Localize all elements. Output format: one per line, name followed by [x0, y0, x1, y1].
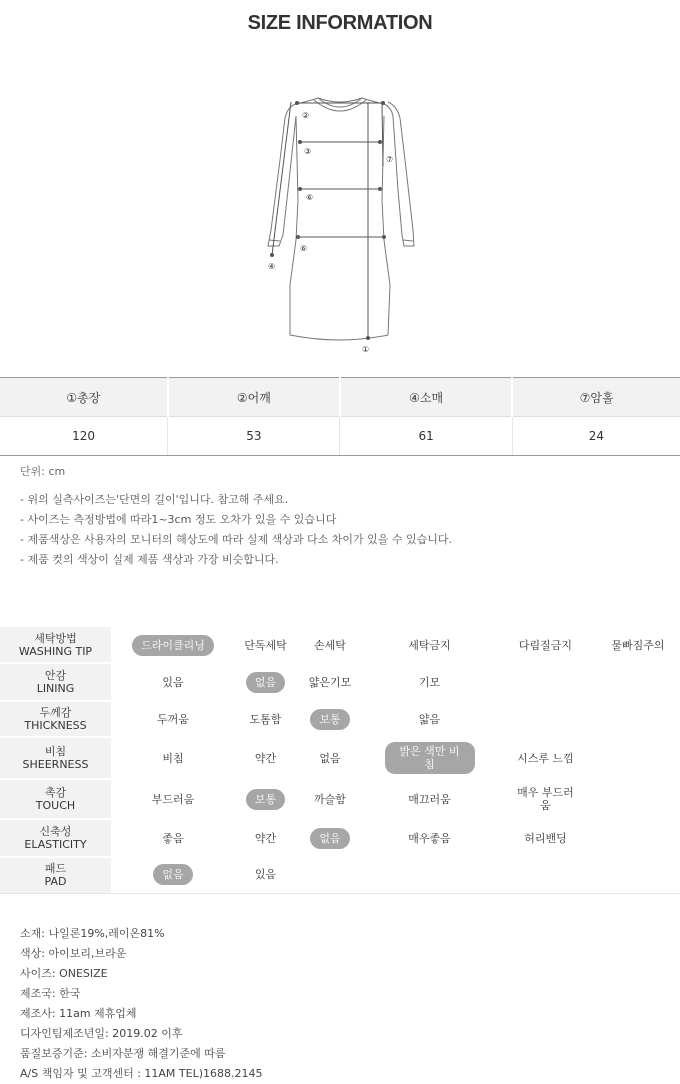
- fabric-option-cell: [364, 663, 495, 701]
- fabric-option-cell: [235, 737, 296, 779]
- fabric-option: 손세탁: [314, 638, 346, 652]
- fabric-row-label: [0, 701, 111, 737]
- fabric-option-cell: [495, 701, 596, 737]
- fabric-row-label: [0, 737, 111, 779]
- fabric-option: 약간: [254, 751, 277, 765]
- fabric-option-cell: [235, 627, 296, 663]
- fabric-option-cell: [364, 819, 495, 857]
- label-en: TOUCH: [35, 799, 76, 812]
- fabric-option-cell: [296, 857, 364, 893]
- unit-label: 단위: cm: [20, 465, 66, 478]
- fabric-option: 두꺼움: [157, 712, 189, 726]
- value-sleeve: 61: [340, 417, 512, 456]
- fabric-option-cell: [596, 857, 680, 893]
- fabric-option-cell: [296, 819, 364, 857]
- fabric-option: 좋음: [162, 831, 184, 845]
- fabric-option-cell: [296, 627, 364, 663]
- label-ko: 세탁방법: [34, 631, 77, 645]
- header-sleeve: ④소매: [340, 378, 512, 417]
- label-hip: ⑥: [300, 244, 308, 253]
- fabric-row-label: [0, 779, 111, 819]
- fabric-option: 시스루 느낌: [517, 751, 574, 765]
- spec-date: 디자인팀제조년일: 2019.02 이후: [20, 1027, 183, 1040]
- label-ko: 두께감: [39, 706, 72, 719]
- fabric-option-cell: [111, 701, 235, 737]
- fabric-option-cell: [235, 857, 296, 893]
- spec-size: 사이즈: ONESIZE: [20, 967, 108, 980]
- fabric-option: 세탁금지: [408, 638, 451, 652]
- fabric-row: [0, 857, 680, 893]
- fabric-option: 까슬함: [314, 792, 346, 806]
- fabric-option: 매끄러움: [408, 792, 451, 806]
- fabric-option-cell: [111, 627, 235, 663]
- spec-country: 제조국: 한국: [20, 987, 81, 1000]
- label-en: THICKNESS: [24, 719, 87, 732]
- fabric-row-label: [0, 627, 111, 663]
- product-specs: [20, 924, 263, 1084]
- fabric-option-selected: 밝은 색만 비침: [385, 742, 475, 774]
- fabric-info-table: [0, 627, 680, 894]
- label-chest: ③: [304, 147, 312, 156]
- fabric-option-cell: [596, 819, 680, 857]
- notes: [20, 490, 452, 570]
- fabric-option-selected: 보통: [246, 789, 285, 810]
- label-sleeve: ④: [268, 262, 276, 271]
- value-total-length: 120: [0, 417, 168, 456]
- fabric-option: 부드러움: [151, 792, 195, 806]
- fabric-option: 얇은기모: [308, 675, 352, 689]
- note-item: - 제품 컷의 색상이 실제 제품 색상과 가장 비슷합니다.: [20, 553, 279, 566]
- label-ko: 신축성: [39, 825, 72, 838]
- fabric-option-cell: [495, 737, 596, 779]
- label-total-length: ①: [362, 345, 370, 354]
- fabric-option-cell: [364, 737, 495, 779]
- note-item: - 제품색상은 사용자의 모니터의 해상도에 따라 실제 색상과 다소 차이가 있을 수 있습니다.: [20, 533, 452, 546]
- label-en: WASHING TIP: [18, 644, 93, 658]
- header-armhole: ⑦암홀: [512, 378, 680, 417]
- spec-warranty: 품질보증기준: 소비자분쟁 해결기준에 따름: [20, 1047, 226, 1060]
- header-total-length: ①총장: [0, 378, 168, 417]
- fabric-option-cell: [111, 737, 235, 779]
- fabric-option-cell: [495, 627, 596, 663]
- fabric-row: [0, 701, 680, 737]
- fabric-option-cell: [596, 663, 680, 701]
- fabric-option-cell: [296, 701, 364, 737]
- fabric-option-cell: [296, 779, 364, 819]
- fabric-row-label: [0, 857, 111, 893]
- label-armhole: ⑦: [386, 155, 394, 164]
- label-en: LINING: [36, 682, 75, 695]
- fabric-option-cell: [364, 627, 495, 663]
- fabric-option-cell: [296, 663, 364, 701]
- fabric-option-cell: [111, 779, 235, 819]
- label-ko: 촉감: [44, 786, 67, 799]
- label-en: ELASTICITY: [24, 838, 87, 851]
- label-shoulder: ②: [302, 111, 310, 120]
- label-ko: 패드: [44, 862, 67, 876]
- fabric-option-cell: [364, 857, 495, 893]
- fabric-row: [0, 663, 680, 701]
- label-ko: 안감: [44, 669, 67, 682]
- label-en: SHEERNESS: [22, 758, 89, 771]
- size-value-row: [0, 417, 680, 456]
- fabric-option-cell: [111, 819, 235, 857]
- fabric-option: 허리밴딩: [524, 831, 567, 845]
- label-en: PAD: [44, 875, 67, 889]
- label-waist: ⑥: [306, 193, 314, 202]
- fabric-row: [0, 819, 680, 857]
- dress-illustration: [0, 80, 680, 360]
- fabric-option: 단독세탁: [244, 638, 287, 652]
- fabric-option-cell: [111, 663, 235, 701]
- fabric-option: 얇음: [418, 712, 441, 726]
- fabric-option-cell: [495, 663, 596, 701]
- fabric-option: 다림질금지: [518, 638, 573, 652]
- fabric-option: 있음: [254, 868, 277, 882]
- page-title: SIZE INFORMATION: [247, 12, 433, 34]
- fabric-option-cell: [596, 701, 680, 737]
- fabric-option: 매우 부드러움: [517, 786, 574, 812]
- value-shoulder: 53: [168, 417, 340, 456]
- label-ko: 비침: [44, 745, 67, 758]
- fabric-option: 물빠짐주의: [611, 638, 665, 652]
- fabric-option: 기모: [418, 675, 441, 689]
- fabric-option-selected: 보통: [310, 709, 349, 730]
- fabric-option-cell: [235, 701, 296, 737]
- fabric-option-cell: [364, 701, 495, 737]
- dress-outline: [268, 98, 414, 246]
- fabric-option-cell: [495, 819, 596, 857]
- fabric-option: 없음: [319, 751, 341, 765]
- spec-manufacturer: 제조사: 11am 제휴업체: [20, 1007, 137, 1020]
- fabric-option-cell: [596, 627, 680, 663]
- size-table: [0, 377, 680, 456]
- fabric-row: [0, 627, 680, 663]
- note-item: - 위의 실측사이즈는'단면의 길이'입니다. 참고해 주세요.: [20, 493, 289, 506]
- spec-color: 색상: 아이보리,브라운: [20, 947, 127, 960]
- fabric-option-selected: 드라이클리닝: [132, 635, 214, 656]
- fabric-option: 있음: [162, 675, 184, 689]
- fabric-option-cell: [111, 857, 235, 893]
- fabric-option-cell: [596, 737, 680, 779]
- fabric-option: 약간: [254, 831, 277, 845]
- dress-diagram: [0, 80, 680, 360]
- fabric-option-selected: 없음: [310, 828, 349, 849]
- fabric-option-selected: 없음: [246, 672, 285, 693]
- header-shoulder: ②어깨: [168, 378, 340, 417]
- fabric-row-label: [0, 819, 111, 857]
- fabric-option-cell: [495, 857, 596, 893]
- fabric-row: [0, 779, 680, 819]
- fabric-option-cell: [296, 737, 364, 779]
- fabric-option: 비침: [162, 751, 184, 765]
- fabric-option: 매우좋음: [408, 831, 451, 845]
- fabric-option: 도톰함: [249, 712, 282, 726]
- fabric-row-label: [0, 663, 111, 701]
- fabric-option-cell: [596, 779, 680, 819]
- size-header-row: [0, 378, 680, 417]
- fabric-option-cell: [235, 779, 296, 819]
- note-item: - 사이즈는 측정방법에 따라1~3cm 정도 오차가 있을 수 있습니다: [20, 513, 337, 526]
- spec-material: 소재: 나일론19%,레이온81%: [20, 927, 165, 940]
- fabric-option-cell: [235, 819, 296, 857]
- fabric-option-cell: [235, 663, 296, 701]
- value-armhole: 24: [512, 417, 680, 456]
- fabric-option-cell: [364, 779, 495, 819]
- fabric-option-selected: 없음: [153, 864, 192, 885]
- spec-service: A/S 책임자 및 고객센터 : 11AM TEL)1688.2145: [20, 1067, 263, 1080]
- fabric-option-cell: [495, 779, 596, 819]
- fabric-row: [0, 737, 680, 779]
